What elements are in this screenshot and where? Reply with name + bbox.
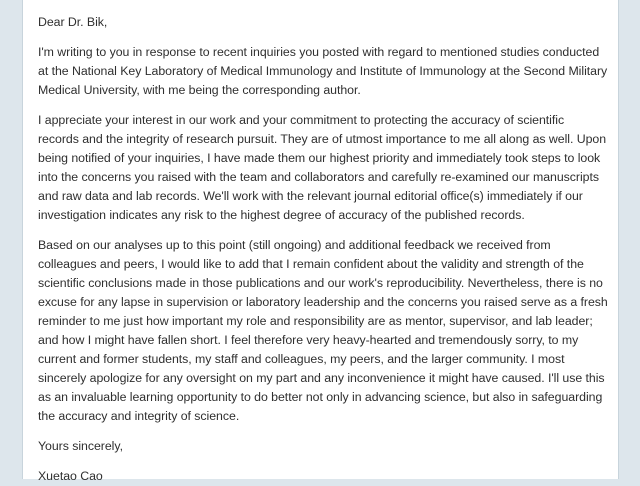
paragraph-2: I appreciate your interest in our work and your commitment to protecting the accuracy of scientific records and the integrity of research pursuit. They are of utmost importance to me all along as well. Upon being notified of your inquiries, I have made them our highest priority and immediately took steps to look into the concerns you raised with the team and collaborators and carefully re-examined our manuscripts and raw data and lab records. We'll work with the relevant journal editorial office(s) immediately if our investigation indicates any risk to the highest degree of accuracy of the published records. [38, 113, 607, 222]
letter-page [22, 0, 619, 483]
closing: Yours sincerely, [38, 439, 123, 453]
salutation: Dear Dr. Bik, [38, 15, 108, 29]
letter-body [38, 13, 608, 486]
signature: Xuetao Cao [38, 469, 103, 483]
paragraph-1: I'm writing to you in response to recent inquiries you posted with regard to mentioned studies conducted at the National Key Laboratory of Medical Immunology and Institute of Immunology at the Second Military Medical University, with me being the corresponding author. [38, 45, 608, 97]
paragraph-3: Based on our analyses up to this point (still ongoing) and additional feedback we received from colleagues and peers, I would like to add that I remain confident about the validity and strength of the scientific conclusions made in those publications and our work's reproducibility. Nevertheless, there is no excuse for any lapse in supervision or laboratory leadership and the concerns you raised serve as a fresh reminder to me just how important my role and responsibility are as mentor, supervisor, and lab leader; and how I might have fallen short. I feel therefore very heavy-hearted and tremendously sorry, to my current and former students, my staff and colleagues, my peers, and the larger community. I most sincerely apologize for any oversight on my part and any inconvenience it might have caused. I'll use this as an invaluable learning opportunity to do better not only in advancing science, but also in safeguarding the accuracy and integrity of science. [38, 238, 608, 423]
